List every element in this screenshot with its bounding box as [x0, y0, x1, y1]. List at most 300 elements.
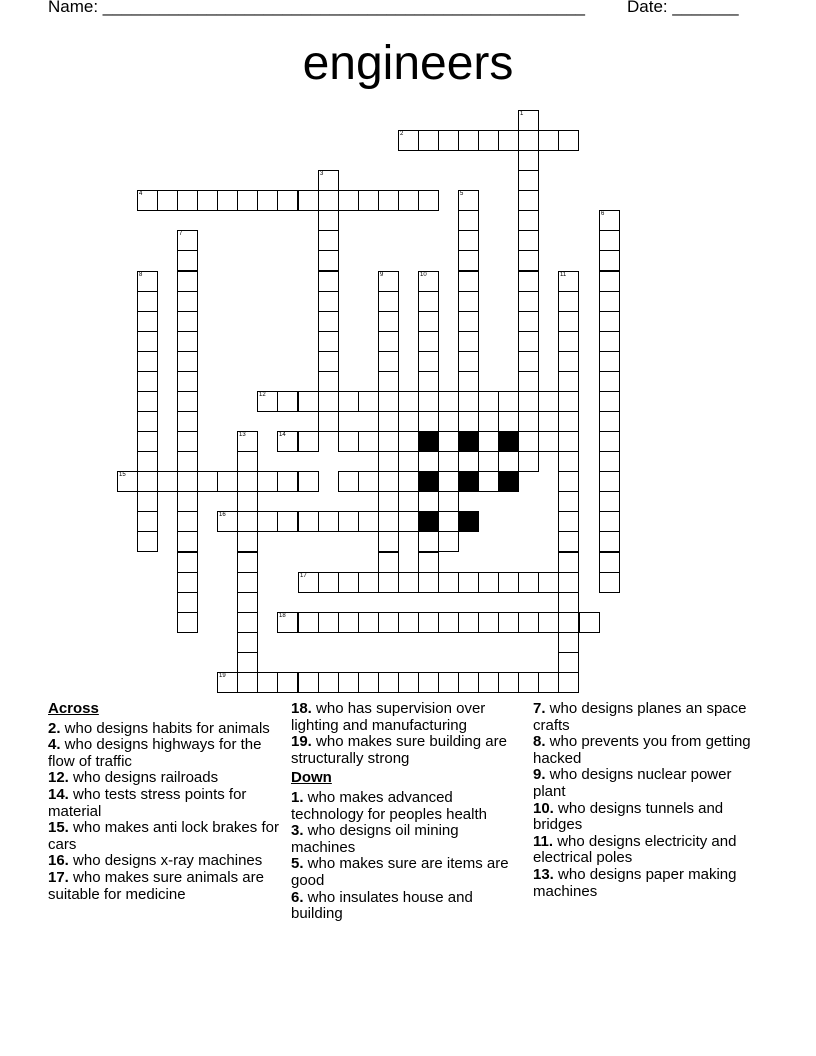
- grid-square[interactable]: [478, 431, 499, 452]
- grid-square[interactable]: [117, 471, 138, 492]
- grid-square[interactable]: [458, 391, 479, 412]
- clue-number-13: 13: [239, 432, 246, 438]
- grid-square[interactable]: [418, 431, 439, 452]
- grid-square[interactable]: [558, 491, 579, 512]
- grid-square[interactable]: [518, 271, 539, 292]
- grid-square[interactable]: [458, 672, 479, 693]
- grid-square[interactable]: [177, 411, 198, 432]
- grid-square[interactable]: [438, 130, 459, 151]
- grid-square[interactable]: [257, 672, 278, 693]
- grid-square[interactable]: [518, 331, 539, 352]
- grid-square[interactable]: [518, 411, 539, 432]
- grid-square[interactable]: [558, 572, 579, 593]
- grid-square[interactable]: [257, 511, 278, 532]
- grid-square[interactable]: [558, 371, 579, 392]
- grid-square[interactable]: [137, 291, 158, 312]
- grid-square[interactable]: [358, 471, 379, 492]
- grid-square[interactable]: [518, 371, 539, 392]
- grid-square[interactable]: [277, 672, 298, 693]
- grid-square[interactable]: [378, 612, 399, 633]
- grid-square[interactable]: [398, 572, 419, 593]
- grid-square[interactable]: [418, 672, 439, 693]
- grid-square[interactable]: [358, 431, 379, 452]
- grid-square[interactable]: [438, 572, 459, 593]
- clue-number-10: 10: [420, 272, 427, 278]
- grid-square[interactable]: [518, 351, 539, 372]
- grid-square[interactable]: [458, 431, 479, 452]
- grid-square[interactable]: [378, 291, 399, 312]
- grid-square[interactable]: [177, 271, 198, 292]
- grid-square[interactable]: [318, 391, 339, 412]
- clue-number-7: 7: [179, 231, 183, 237]
- grid-square[interactable]: [257, 190, 278, 211]
- grid-square[interactable]: [398, 391, 419, 412]
- grid-square[interactable]: [318, 331, 339, 352]
- grid-square[interactable]: [558, 391, 579, 412]
- clue-number: 9.: [533, 766, 546, 784]
- grid-square[interactable]: [458, 230, 479, 251]
- grid-square[interactable]: [599, 311, 620, 332]
- grid-square[interactable]: [338, 572, 359, 593]
- grid-square[interactable]: [418, 511, 439, 532]
- down-clue: [533, 734, 765, 767]
- grid-square[interactable]: [378, 391, 399, 412]
- grid-square[interactable]: [478, 471, 499, 492]
- grid-square[interactable]: [558, 552, 579, 573]
- grid-square[interactable]: [599, 210, 620, 231]
- grid-square[interactable]: [518, 110, 539, 131]
- grid-square[interactable]: [418, 331, 439, 352]
- grid-square[interactable]: [177, 351, 198, 372]
- down-clue: [533, 767, 765, 800]
- grid-square[interactable]: [257, 391, 278, 412]
- grid-square[interactable]: [318, 672, 339, 693]
- grid-square[interactable]: [378, 411, 399, 432]
- grid-square[interactable]: [398, 491, 419, 512]
- grid-square[interactable]: [378, 190, 399, 211]
- grid-square[interactable]: [498, 612, 519, 633]
- grid-square[interactable]: [398, 511, 419, 532]
- across-clue-list: [48, 721, 280, 904]
- grid-square[interactable]: [298, 572, 319, 593]
- grid-square[interactable]: [137, 190, 158, 211]
- grid-square[interactable]: [458, 291, 479, 312]
- clue-text: who designs planes an space crafts: [533, 700, 747, 734]
- grid-square[interactable]: [318, 311, 339, 332]
- grid-square[interactable]: [298, 431, 319, 452]
- grid-square[interactable]: [358, 612, 379, 633]
- clue-number-19: 19: [219, 673, 226, 679]
- grid-square[interactable]: [177, 331, 198, 352]
- grid-square[interactable]: [338, 672, 359, 693]
- grid-square[interactable]: [358, 672, 379, 693]
- grid-square[interactable]: [558, 351, 579, 372]
- grid-square[interactable]: [599, 351, 620, 372]
- grid-square[interactable]: [277, 391, 298, 412]
- grid-square[interactable]: [177, 471, 198, 492]
- grid-square[interactable]: [378, 331, 399, 352]
- grid-square[interactable]: [558, 411, 579, 432]
- clue-number: 15.: [48, 819, 69, 837]
- grid-square[interactable]: [478, 391, 499, 412]
- grid-square[interactable]: [458, 471, 479, 492]
- grid-square[interactable]: [438, 431, 459, 452]
- grid-square[interactable]: [518, 130, 539, 151]
- grid-square[interactable]: [518, 150, 539, 171]
- grid-square[interactable]: [137, 331, 158, 352]
- grid-square[interactable]: [318, 170, 339, 191]
- grid-square[interactable]: [157, 471, 178, 492]
- grid-square[interactable]: [298, 612, 319, 633]
- grid-square[interactable]: [217, 511, 238, 532]
- grid-square[interactable]: [318, 250, 339, 271]
- grid-square[interactable]: [277, 612, 298, 633]
- grid-square[interactable]: [177, 291, 198, 312]
- clues-column-2: [291, 701, 523, 923]
- grid-square[interactable]: [518, 291, 539, 312]
- grid-square[interactable]: [458, 612, 479, 633]
- grid-square[interactable]: [318, 371, 339, 392]
- grid-square[interactable]: [177, 190, 198, 211]
- grid-square[interactable]: [318, 572, 339, 593]
- grid-square[interactable]: [478, 130, 499, 151]
- grid-square[interactable]: [498, 431, 519, 452]
- grid-square[interactable]: [579, 612, 600, 633]
- grid-square[interactable]: [378, 431, 399, 452]
- grid-square[interactable]: [237, 552, 258, 573]
- grid-square[interactable]: [458, 331, 479, 352]
- grid-square[interactable]: [418, 351, 439, 372]
- grid-square[interactable]: [518, 451, 539, 472]
- grid-square[interactable]: [478, 612, 499, 633]
- grid-square[interactable]: [398, 672, 419, 693]
- grid-square[interactable]: [478, 572, 499, 593]
- grid-square[interactable]: [237, 190, 258, 211]
- grid-square[interactable]: [237, 572, 258, 593]
- grid-square[interactable]: [177, 572, 198, 593]
- grid-square[interactable]: [338, 190, 359, 211]
- grid-square[interactable]: [277, 471, 298, 492]
- grid-square[interactable]: [378, 451, 399, 472]
- grid-square[interactable]: [137, 311, 158, 332]
- grid-square[interactable]: [177, 230, 198, 251]
- grid-square[interactable]: [458, 210, 479, 231]
- grid-square[interactable]: [418, 190, 439, 211]
- grid-square[interactable]: [498, 672, 519, 693]
- clue-number: 11.: [533, 832, 554, 850]
- grid-square[interactable]: [538, 672, 559, 693]
- grid-square[interactable]: [599, 291, 620, 312]
- grid-square[interactable]: [217, 471, 238, 492]
- grid-square[interactable]: [137, 471, 158, 492]
- grid-square[interactable]: [137, 511, 158, 532]
- grid-square[interactable]: [418, 411, 439, 432]
- grid-square[interactable]: [177, 491, 198, 512]
- grid-square[interactable]: [558, 592, 579, 613]
- grid-square[interactable]: [558, 531, 579, 552]
- grid-square[interactable]: [599, 331, 620, 352]
- grid-square[interactable]: [438, 391, 459, 412]
- grid-square[interactable]: [458, 451, 479, 472]
- grid-square[interactable]: [538, 130, 559, 151]
- grid-square[interactable]: [458, 411, 479, 432]
- grid-square[interactable]: [298, 471, 319, 492]
- grid-square[interactable]: [358, 391, 379, 412]
- grid-square[interactable]: [177, 592, 198, 613]
- grid-square[interactable]: [599, 391, 620, 412]
- grid-square[interactable]: [478, 411, 499, 432]
- grid-square[interactable]: [237, 491, 258, 512]
- clue-text: who designs nuclear power plant: [533, 766, 732, 800]
- grid-square[interactable]: [438, 511, 459, 532]
- grid-square[interactable]: [298, 190, 319, 211]
- grid-square[interactable]: [378, 531, 399, 552]
- grid-square[interactable]: [338, 471, 359, 492]
- grid-square[interactable]: [558, 652, 579, 673]
- grid-square[interactable]: [599, 371, 620, 392]
- grid-square[interactable]: [538, 612, 559, 633]
- grid-square[interactable]: [458, 271, 479, 292]
- grid-square[interactable]: [558, 471, 579, 492]
- grid-square[interactable]: [237, 592, 258, 613]
- grid-square[interactable]: [558, 632, 579, 653]
- grid-square[interactable]: [438, 451, 459, 472]
- grid-square[interactable]: [398, 451, 419, 472]
- grid-square[interactable]: [177, 612, 198, 633]
- grid-square[interactable]: [197, 190, 218, 211]
- grid-square[interactable]: [298, 391, 319, 412]
- grid-square[interactable]: [558, 311, 579, 332]
- grid-square[interactable]: [518, 612, 539, 633]
- grid-square[interactable]: [458, 351, 479, 372]
- grid-square[interactable]: [398, 190, 419, 211]
- grid-square[interactable]: [558, 672, 579, 693]
- grid-square[interactable]: [518, 250, 539, 271]
- grid-square[interactable]: [318, 351, 339, 372]
- grid-square[interactable]: [478, 451, 499, 472]
- grid-square[interactable]: [498, 391, 519, 412]
- grid-square[interactable]: [599, 511, 620, 532]
- grid-square[interactable]: [318, 230, 339, 251]
- grid-square[interactable]: [338, 612, 359, 633]
- clue-text: who designs highways for the flow of traffic: [48, 736, 262, 770]
- grid-square[interactable]: [378, 572, 399, 593]
- grid-square[interactable]: [318, 291, 339, 312]
- grid-square[interactable]: [458, 250, 479, 271]
- black-square: [498, 471, 519, 492]
- grid-square[interactable]: [177, 531, 198, 552]
- grid-square[interactable]: [538, 431, 559, 452]
- grid-square[interactable]: [599, 491, 620, 512]
- grid-square[interactable]: [237, 652, 258, 673]
- grid-square[interactable]: [237, 451, 258, 472]
- grid-square[interactable]: [599, 451, 620, 472]
- grid-square[interactable]: [318, 210, 339, 231]
- grid-square[interactable]: [599, 552, 620, 573]
- grid-square[interactable]: [137, 351, 158, 372]
- grid-square[interactable]: [418, 471, 439, 492]
- grid-square[interactable]: [177, 311, 198, 332]
- grid-square[interactable]: [177, 391, 198, 412]
- grid-square[interactable]: [418, 451, 439, 472]
- grid-square[interactable]: [237, 612, 258, 633]
- clue-text: who prevents you from getting hacked: [533, 733, 751, 767]
- grid-square[interactable]: [197, 471, 218, 492]
- grid-square[interactable]: [378, 511, 399, 532]
- grid-square[interactable]: [438, 411, 459, 432]
- grid-square[interactable]: [418, 271, 439, 292]
- clue-number: 16.: [48, 852, 69, 870]
- grid-square[interactable]: [358, 572, 379, 593]
- grid-square[interactable]: [518, 572, 539, 593]
- grid-square[interactable]: [378, 371, 399, 392]
- grid-square[interactable]: [237, 511, 258, 532]
- grid-square[interactable]: [237, 672, 258, 693]
- grid-square[interactable]: [217, 190, 238, 211]
- grid-square[interactable]: [418, 130, 439, 151]
- grid-square[interactable]: [518, 210, 539, 231]
- grid-square[interactable]: [599, 572, 620, 593]
- grid-square[interactable]: [599, 531, 620, 552]
- grid-square[interactable]: [398, 612, 419, 633]
- grid-square[interactable]: [558, 431, 579, 452]
- grid-square[interactable]: [378, 552, 399, 573]
- grid-square[interactable]: [418, 572, 439, 593]
- grid-square[interactable]: [358, 511, 379, 532]
- grid-square[interactable]: [458, 190, 479, 211]
- grid-square[interactable]: [418, 291, 439, 312]
- grid-square[interactable]: [177, 371, 198, 392]
- grid-square[interactable]: [318, 271, 339, 292]
- grid-square[interactable]: [498, 572, 519, 593]
- clue-number: 6.: [291, 888, 304, 906]
- grid-square[interactable]: [558, 130, 579, 151]
- grid-square[interactable]: [338, 431, 359, 452]
- grid-square[interactable]: [599, 250, 620, 271]
- grid-square[interactable]: [398, 130, 419, 151]
- grid-square[interactable]: [177, 451, 198, 472]
- grid-square[interactable]: [599, 230, 620, 251]
- grid-square[interactable]: [378, 471, 399, 492]
- grid-square[interactable]: [177, 552, 198, 573]
- grid-square[interactable]: [599, 471, 620, 492]
- grid-square[interactable]: [558, 331, 579, 352]
- grid-square[interactable]: [378, 672, 399, 693]
- grid-square[interactable]: [237, 471, 258, 492]
- grid-square[interactable]: [277, 511, 298, 532]
- grid-square[interactable]: [418, 391, 439, 412]
- grid-square[interactable]: [538, 391, 559, 412]
- grid-square[interactable]: [599, 271, 620, 292]
- grid-square[interactable]: [458, 511, 479, 532]
- grid-square[interactable]: [277, 431, 298, 452]
- grid-square[interactable]: [137, 271, 158, 292]
- grid-square[interactable]: [458, 572, 479, 593]
- grid-square[interactable]: [237, 632, 258, 653]
- grid-square[interactable]: [277, 190, 298, 211]
- grid-square[interactable]: [458, 311, 479, 332]
- grid-square[interactable]: [438, 491, 459, 512]
- grid-square[interactable]: [237, 431, 258, 452]
- grid-square[interactable]: [338, 391, 359, 412]
- grid-square[interactable]: [378, 311, 399, 332]
- grid-square[interactable]: [378, 271, 399, 292]
- grid-square[interactable]: [398, 431, 419, 452]
- grid-square[interactable]: [418, 311, 439, 332]
- grid-square[interactable]: [599, 431, 620, 452]
- grid-square[interactable]: [137, 371, 158, 392]
- grid-square[interactable]: [298, 511, 319, 532]
- grid-square[interactable]: [318, 511, 339, 532]
- grid-square[interactable]: [518, 391, 539, 412]
- grid-square[interactable]: [418, 552, 439, 573]
- grid-square[interactable]: [237, 531, 258, 552]
- grid-square[interactable]: [338, 511, 359, 532]
- grid-square[interactable]: [177, 511, 198, 532]
- grid-square[interactable]: [137, 451, 158, 472]
- grid-square[interactable]: [418, 491, 439, 512]
- grid-square[interactable]: [137, 531, 158, 552]
- grid-square[interactable]: [438, 612, 459, 633]
- grid-square[interactable]: [538, 572, 559, 593]
- grid-square[interactable]: [518, 672, 539, 693]
- grid-square[interactable]: [418, 612, 439, 633]
- grid-square[interactable]: [217, 672, 238, 693]
- grid-square[interactable]: [358, 190, 379, 211]
- down-clue: [291, 856, 523, 889]
- grid-square[interactable]: [298, 672, 319, 693]
- grid-square[interactable]: [558, 271, 579, 292]
- grid-square[interactable]: [137, 431, 158, 452]
- grid-square[interactable]: [478, 672, 499, 693]
- grid-square[interactable]: [318, 411, 339, 432]
- clue-text: who designs paper making machines: [533, 865, 737, 900]
- grid-square[interactable]: [398, 411, 419, 432]
- grid-square[interactable]: [518, 190, 539, 211]
- grid-square[interactable]: [518, 230, 539, 251]
- grid-square[interactable]: [418, 531, 439, 552]
- grid-square[interactable]: [518, 431, 539, 452]
- grid-square[interactable]: [177, 250, 198, 271]
- grid-square[interactable]: [398, 471, 419, 492]
- grid-square[interactable]: [177, 431, 198, 452]
- grid-square[interactable]: [157, 190, 178, 211]
- grid-square[interactable]: [558, 511, 579, 532]
- grid-square[interactable]: [318, 190, 339, 211]
- grid-square[interactable]: [558, 451, 579, 472]
- grid-square[interactable]: [438, 471, 459, 492]
- grid-square[interactable]: [518, 170, 539, 191]
- grid-square[interactable]: [418, 371, 439, 392]
- grid-square[interactable]: [458, 371, 479, 392]
- grid-square[interactable]: [257, 471, 278, 492]
- grid-square[interactable]: [498, 130, 519, 151]
- grid-square[interactable]: [599, 411, 620, 432]
- grid-square[interactable]: [378, 351, 399, 372]
- grid-square[interactable]: [438, 531, 459, 552]
- grid-square[interactable]: [558, 612, 579, 633]
- grid-square[interactable]: [137, 411, 158, 432]
- across-clue: [291, 701, 523, 734]
- grid-square[interactable]: [558, 291, 579, 312]
- grid-square[interactable]: [137, 391, 158, 412]
- grid-square[interactable]: [518, 311, 539, 332]
- grid-square[interactable]: [438, 672, 459, 693]
- grid-square[interactable]: [458, 130, 479, 151]
- grid-square[interactable]: [378, 491, 399, 512]
- grid-square[interactable]: [137, 491, 158, 512]
- grid-square[interactable]: [318, 612, 339, 633]
